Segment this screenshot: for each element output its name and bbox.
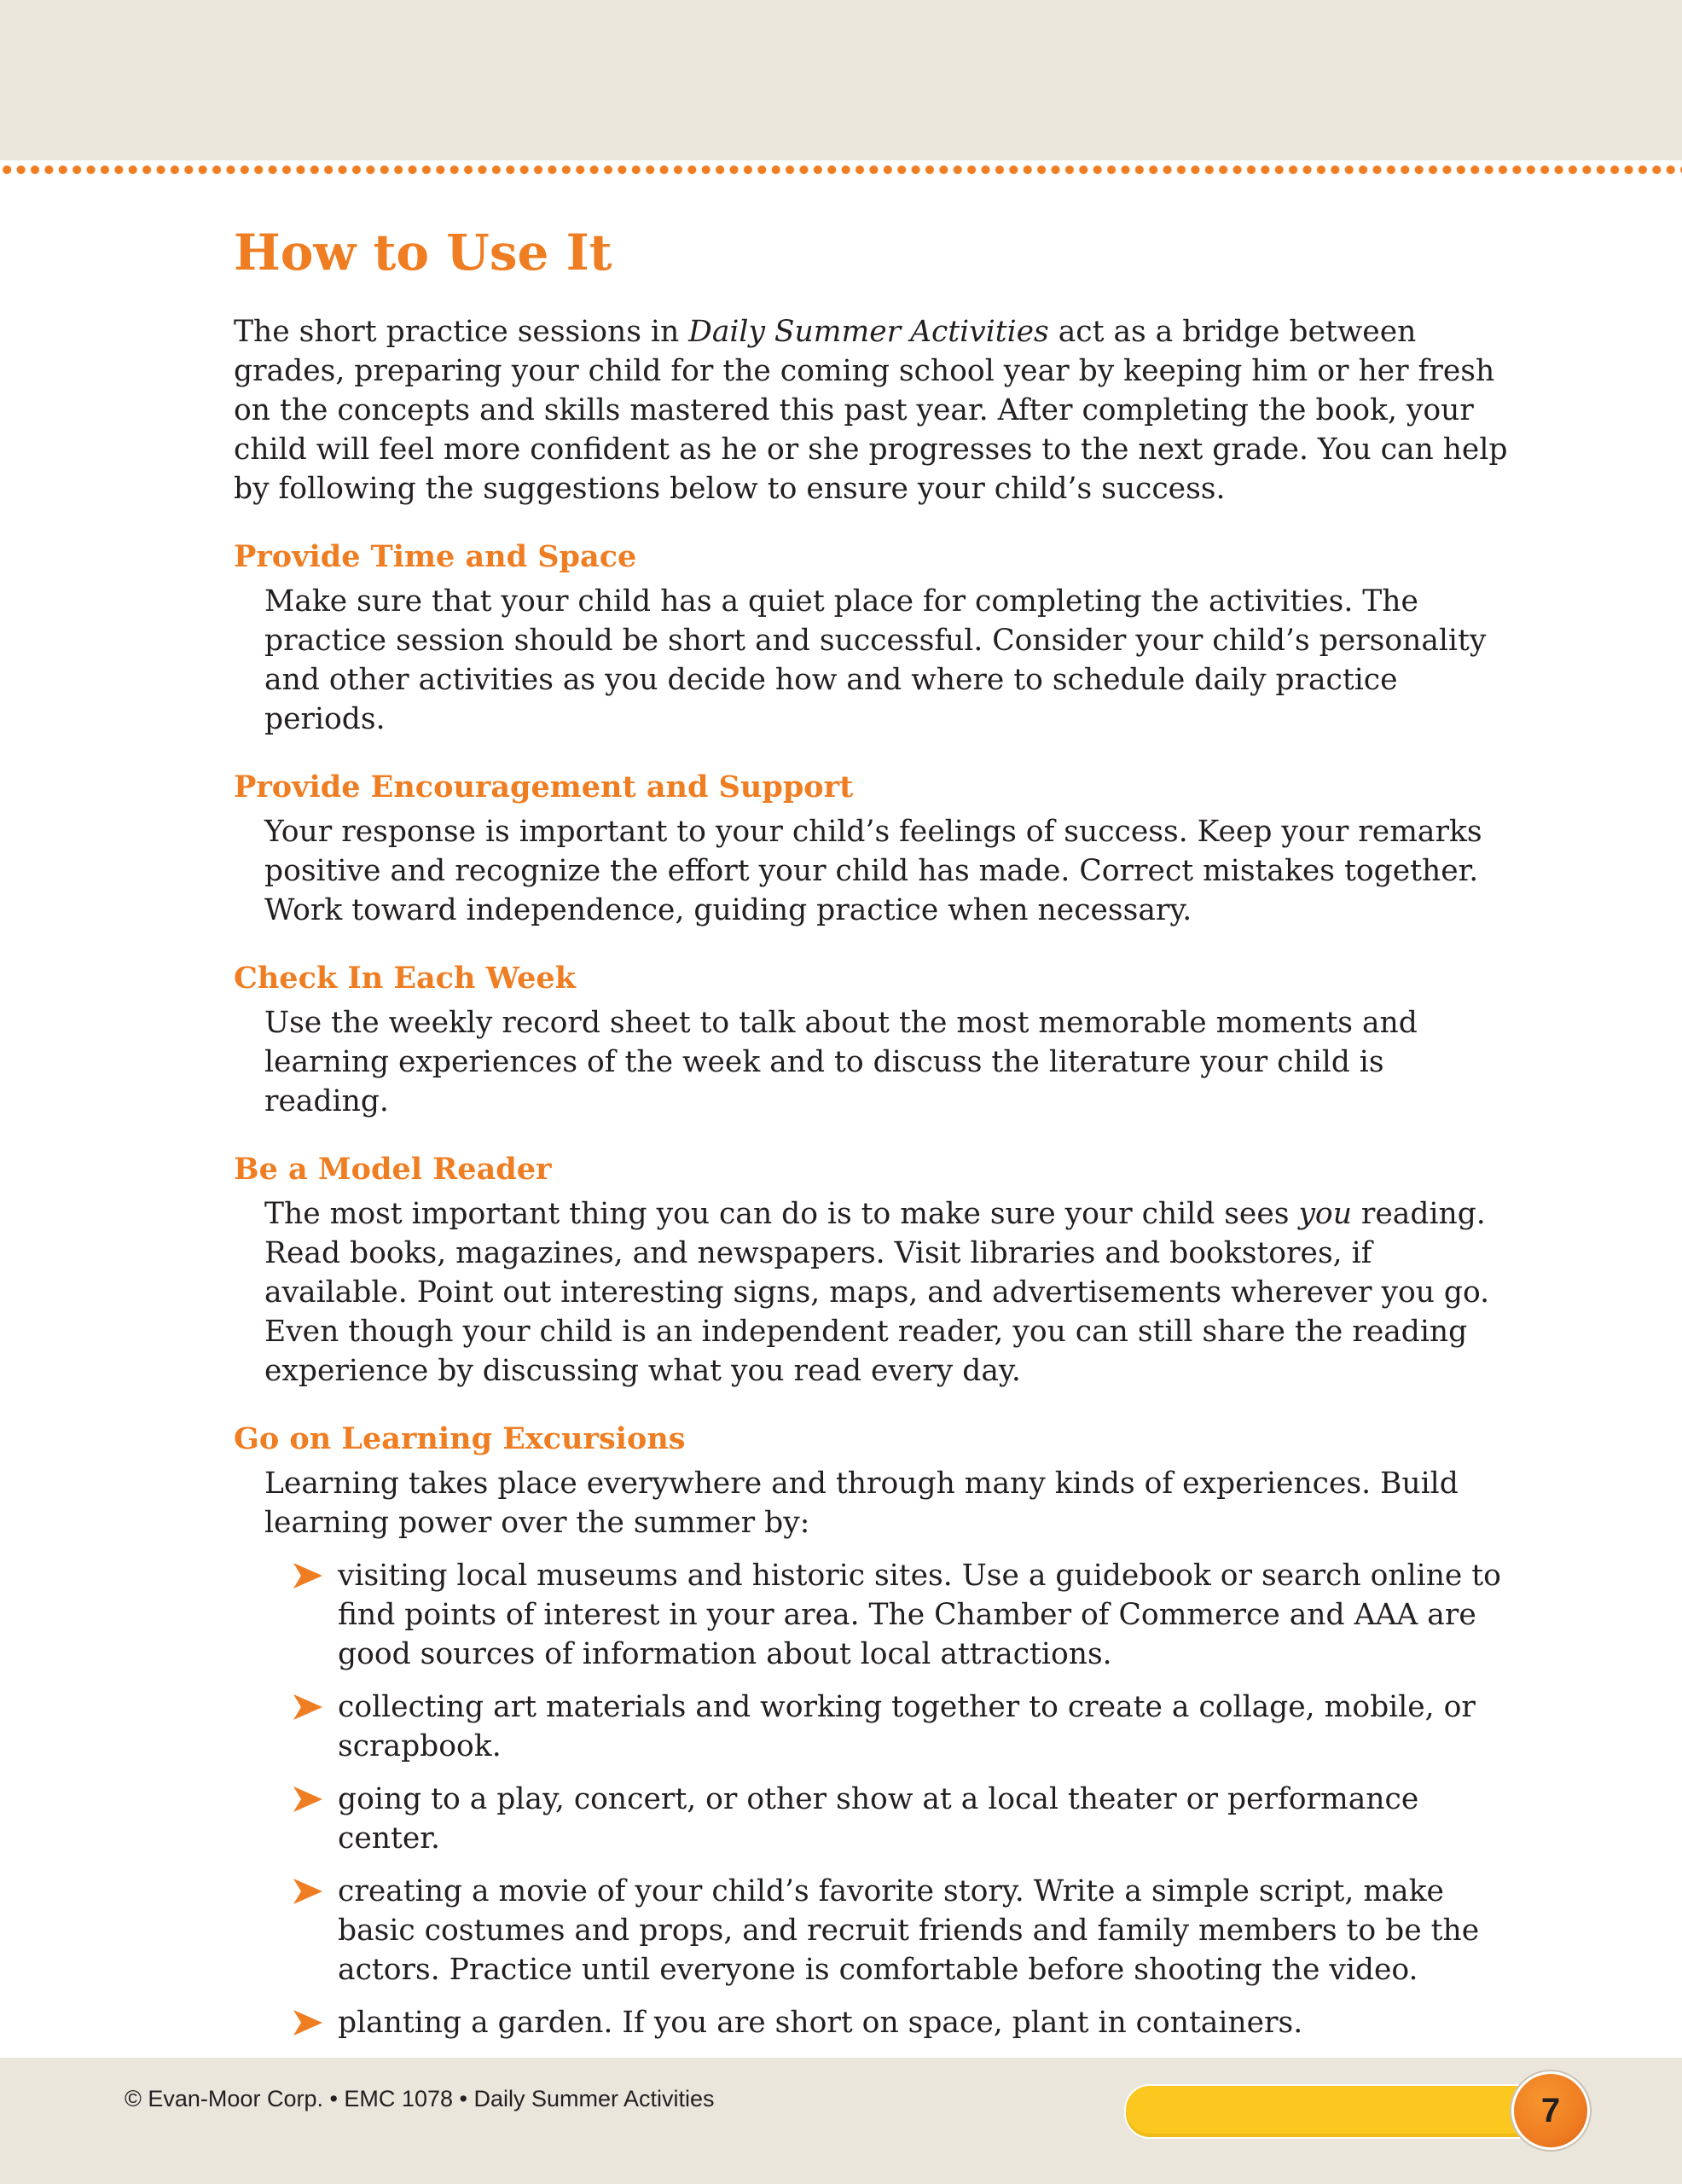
book-title-emphasis: Daily Summer Activities <box>688 315 1049 349</box>
footer-copyright: © Evan-Moor Corp. • EMC 1078 • Daily Summer Activities <box>125 2086 715 2111</box>
section-excursions <box>234 1420 1513 2042</box>
list-item <box>290 1872 1513 1989</box>
list-item <box>290 1556 1513 1674</box>
arrowhead-icon <box>293 1786 322 1812</box>
section-time-space <box>234 537 1513 739</box>
intro-text-start: The short practice sessions in <box>234 315 689 349</box>
list-item-text: creating a movie of your child’s favorite story. Write a simple script, make basic costumes and props, and recruit friends and family members to be the actors. Practice until everyone is comfortable before shooting the video. <box>338 1874 1480 1987</box>
section-body: Use the weekly record sheet to talk about the most memorable moments and learning experiences of the week and to discuss the literature your child is reading. <box>264 1006 1418 1118</box>
arrowhead-icon <box>293 1563 322 1589</box>
excursion-list <box>234 1556 1513 2042</box>
you-emphasis: you <box>1298 1197 1352 1231</box>
section-body: Your response is important to your child’s feelings of success. Keep your remarks positive and recognize the effort your child has made. Correct mistakes together. Work toward independence, guiding practice when necessary. <box>264 815 1482 927</box>
intro-paragraph <box>234 312 1513 508</box>
list-item-text: planting a garden. If you are short on space, plant in containers. <box>338 2006 1303 2040</box>
header-band <box>0 0 1682 160</box>
list-item <box>290 2003 1513 2042</box>
main-content <box>234 218 1513 2071</box>
page-number: 7 <box>1511 2071 1590 2150</box>
arrowhead-icon <box>293 1694 322 1720</box>
section-body: Learning takes place everywhere and through many kinds of experiences. Build learning power over the summer by: <box>264 1467 1459 1540</box>
section-heading: Provide Time and Space <box>234 539 637 574</box>
section-heading: Go on Learning Excursions <box>234 1421 686 1456</box>
list-item-text: going to a play, concert, or other show at a local theater or performance center. <box>338 1782 1419 1856</box>
list-item <box>290 1780 1513 1858</box>
intro-text-end: act as a bridge between grades, preparing your child for the coming school year by keeping him or her fresh on the concepts and skills mastered this past year. After completing the book, your child will feel more confident as he or she progresses to the next grade. You can help by following the suggestions below to ensure your child’s success. <box>234 315 1508 506</box>
section-heading: Provide Encouragement and Support <box>234 770 854 804</box>
arrowhead-icon <box>293 2010 322 2036</box>
section-model-reader <box>234 1150 1513 1391</box>
list-item-text: collecting art materials and working together to create a collage, mobile, or scrapbook. <box>338 1690 1476 1763</box>
section-heading: Be a Model Reader <box>234 1152 552 1187</box>
section-body: Make sure that your child has a quiet place for completing the activities. The practice session should be short and successful. Consider your child’s personality and other activities as you decide how and where to schedule daily practice periods. <box>264 584 1487 736</box>
section-encouragement <box>234 768 1513 930</box>
dotted-divider <box>0 164 1682 176</box>
list-item-text: visiting local museums and historic sites. Use a guidebook or search online to find points of interest in your area. The Chamber of Commerce and AAA are good sources of information about local attractions. <box>338 1559 1501 1671</box>
page-number-bar <box>1124 2084 1571 2139</box>
section-check-in <box>234 959 1513 1121</box>
list-item <box>290 1687 1513 1766</box>
page-title: How to Use It <box>234 224 612 282</box>
section-heading: Check In Each Week <box>234 961 576 996</box>
section-body <box>264 1194 1513 1391</box>
body-text-start: The most important thing you can do is to make sure your child sees <box>264 1197 1299 1231</box>
arrowhead-icon <box>293 1879 322 1904</box>
body-text-end: reading. Read books, magazines, and newspapers. Visit libraries and bookstores, if available. Point out interesting signs, maps, and advertisements wherever you go. Even though your child is an independent reader, you can still share the reading experience by discussing what you read every day. <box>264 1197 1490 1388</box>
